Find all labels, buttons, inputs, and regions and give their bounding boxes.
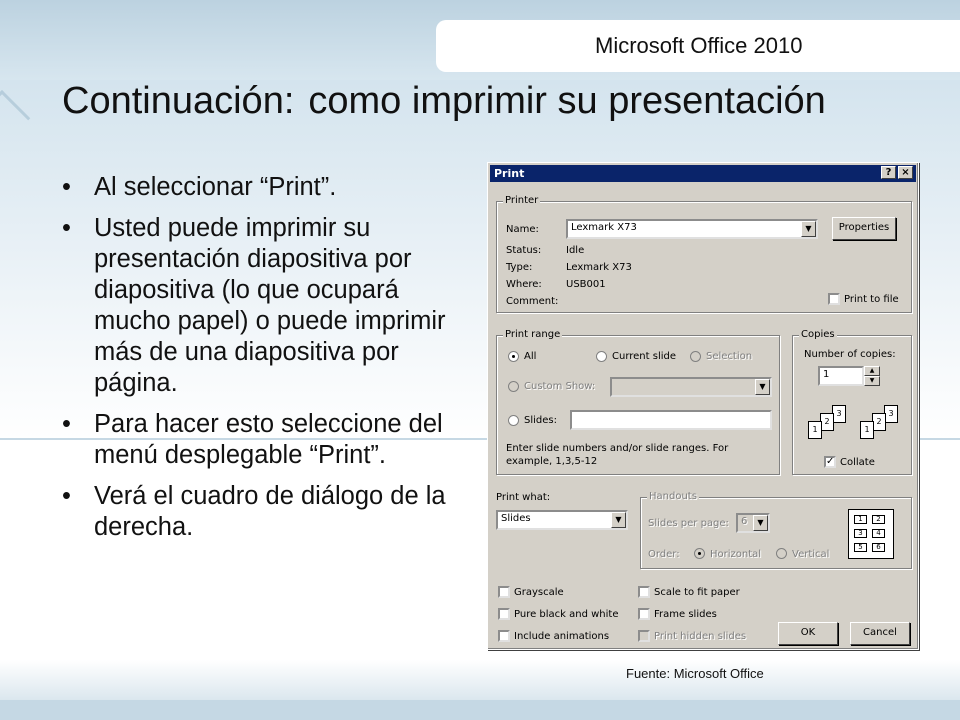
print-dialog bbox=[487, 162, 919, 650]
print-range-label: Print range bbox=[505, 329, 561, 340]
slides-radio[interactable] bbox=[508, 415, 519, 426]
dialog-title-bar bbox=[490, 165, 916, 182]
frame-slides-label: Frame slides bbox=[654, 609, 717, 620]
copies-label: Copies bbox=[801, 329, 835, 340]
bullet-item: • Al seleccionar “Print”. bbox=[62, 172, 462, 203]
horizontal-label: Horizontal bbox=[710, 549, 762, 560]
bullet-list bbox=[62, 172, 462, 553]
all-label: All bbox=[524, 351, 537, 362]
custom-show-select[interactable] bbox=[610, 377, 772, 397]
range-hint: Enter slide numbers and/or slide ranges. For example, 1,3,5-12 bbox=[506, 443, 729, 467]
print-what-select[interactable] bbox=[496, 510, 628, 530]
handouts-label: Handouts bbox=[649, 491, 697, 502]
number-of-copies-label: Number of copies: bbox=[804, 349, 896, 360]
type-label: Type: bbox=[506, 262, 533, 273]
print-what-label: Print what: bbox=[496, 492, 551, 503]
handout-grid-cell: 6 bbox=[872, 543, 885, 552]
spin-down-button[interactable]: ▼ bbox=[864, 376, 880, 386]
collate-checkbox[interactable]: ✓ bbox=[826, 456, 835, 467]
handout-grid-cell: 2 bbox=[872, 515, 885, 524]
include-animations-checkbox[interactable] bbox=[498, 630, 510, 642]
slide-title bbox=[62, 80, 840, 123]
bullet-item: • Para hacer esto seleccione del menú desplegable “Print”. bbox=[62, 409, 462, 471]
printer-group-label: Printer bbox=[505, 195, 539, 206]
printer-name-label: Name: bbox=[506, 224, 539, 235]
spin-up-button[interactable]: ▲ bbox=[864, 366, 880, 376]
include-animations-label: Include animations bbox=[514, 631, 610, 642]
horizontal-radio[interactable] bbox=[694, 548, 705, 559]
where-value: USB001 bbox=[566, 279, 606, 290]
comment-label: Comment: bbox=[506, 296, 559, 307]
title-part-1: Continuación: bbox=[62, 80, 295, 122]
print-to-file-checkbox[interactable] bbox=[828, 293, 840, 305]
copies-input[interactable] bbox=[818, 366, 864, 386]
help-button[interactable]: ? bbox=[881, 166, 896, 179]
print-to-file-label: Print to file bbox=[844, 294, 899, 305]
current-slide-label: Current slide bbox=[612, 351, 677, 362]
vertical-label: Vertical bbox=[792, 549, 830, 560]
print-what-value: Slides bbox=[501, 513, 531, 524]
pure-bw-checkbox[interactable] bbox=[498, 608, 510, 620]
properties-button[interactable]: Properties bbox=[832, 217, 896, 240]
selection-radio[interactable] bbox=[690, 351, 701, 362]
slides-per-page-label: Slides per page: bbox=[648, 518, 729, 529]
status-value: Idle bbox=[566, 245, 585, 256]
bullet-item: • Usted puede imprimir su presentación diapositiva por diapositiva (lo que ocupará mucho papel) o puede imprimir más de una diapositiva por página. bbox=[62, 213, 462, 399]
slides-per-page-value: 6 bbox=[741, 516, 748, 527]
dialog-title: Print bbox=[494, 167, 525, 180]
collate-page-icon: 1 bbox=[808, 421, 822, 439]
type-value: Lexmark X73 bbox=[566, 262, 632, 273]
handout-grid-cell: 4 bbox=[872, 529, 885, 538]
pure-bw-label: Pure black and white bbox=[514, 609, 619, 620]
where-label: Where: bbox=[506, 279, 542, 290]
frame-slides-checkbox[interactable] bbox=[638, 608, 650, 620]
custom-show-radio[interactable] bbox=[508, 381, 519, 392]
collate-page-icon: 3 bbox=[832, 405, 846, 423]
chevron-down-icon[interactable]: ▼ bbox=[753, 515, 768, 531]
handout-grid-cell: 1 bbox=[854, 515, 867, 524]
all-radio[interactable] bbox=[508, 351, 519, 362]
source-caption: Fuente: Microsoft Office bbox=[626, 666, 764, 681]
printer-name-value: Lexmark X73 bbox=[571, 222, 637, 233]
status-label: Status: bbox=[506, 245, 542, 256]
chevron-down-icon[interactable]: ▼ bbox=[801, 221, 816, 237]
selection-label: Selection bbox=[706, 351, 753, 362]
print-hidden-label: Print hidden slides bbox=[654, 631, 747, 642]
close-button[interactable]: × bbox=[898, 166, 913, 179]
custom-show-label: Custom Show: bbox=[524, 381, 596, 392]
vertical-radio[interactable] bbox=[776, 548, 787, 559]
collate-label: Collate bbox=[840, 457, 875, 468]
collate-page-icon: 2 bbox=[820, 413, 834, 431]
header-text: Microsoft Office 2010 bbox=[595, 33, 803, 58]
background-strip bbox=[0, 700, 960, 720]
collate-page-icon: 3 bbox=[884, 405, 898, 423]
order-label: Order: bbox=[648, 549, 680, 560]
scale-to-fit-label: Scale to fit paper bbox=[654, 587, 740, 598]
grayscale-checkbox[interactable] bbox=[498, 586, 510, 598]
handout-grid-cell: 5 bbox=[854, 543, 867, 552]
collate-page-icon: 1 bbox=[860, 421, 874, 439]
title-part-2: como imprimir su presentación bbox=[308, 80, 826, 122]
chevron-down-icon[interactable]: ▼ bbox=[755, 379, 770, 395]
ok-button[interactable]: OK bbox=[778, 622, 838, 645]
copies-value: 1 bbox=[823, 369, 830, 380]
print-hidden-checkbox[interactable] bbox=[638, 630, 650, 642]
current-slide-radio[interactable] bbox=[596, 351, 607, 362]
handout-grid-cell: 3 bbox=[854, 529, 867, 538]
cancel-button[interactable]: Cancel bbox=[850, 622, 910, 645]
slides-per-page-select[interactable] bbox=[736, 513, 770, 533]
slides-input[interactable] bbox=[570, 410, 772, 430]
chevron-down-icon[interactable]: ▼ bbox=[611, 512, 626, 528]
printer-name-select[interactable] bbox=[566, 219, 818, 239]
collate-page-icon: 2 bbox=[872, 413, 886, 431]
grayscale-label: Grayscale bbox=[514, 587, 564, 598]
scale-to-fit-checkbox[interactable] bbox=[638, 586, 650, 598]
slides-label: Slides: bbox=[524, 415, 557, 426]
bullet-item: • Verá el cuadro de diálogo de la derecha. bbox=[62, 481, 462, 543]
